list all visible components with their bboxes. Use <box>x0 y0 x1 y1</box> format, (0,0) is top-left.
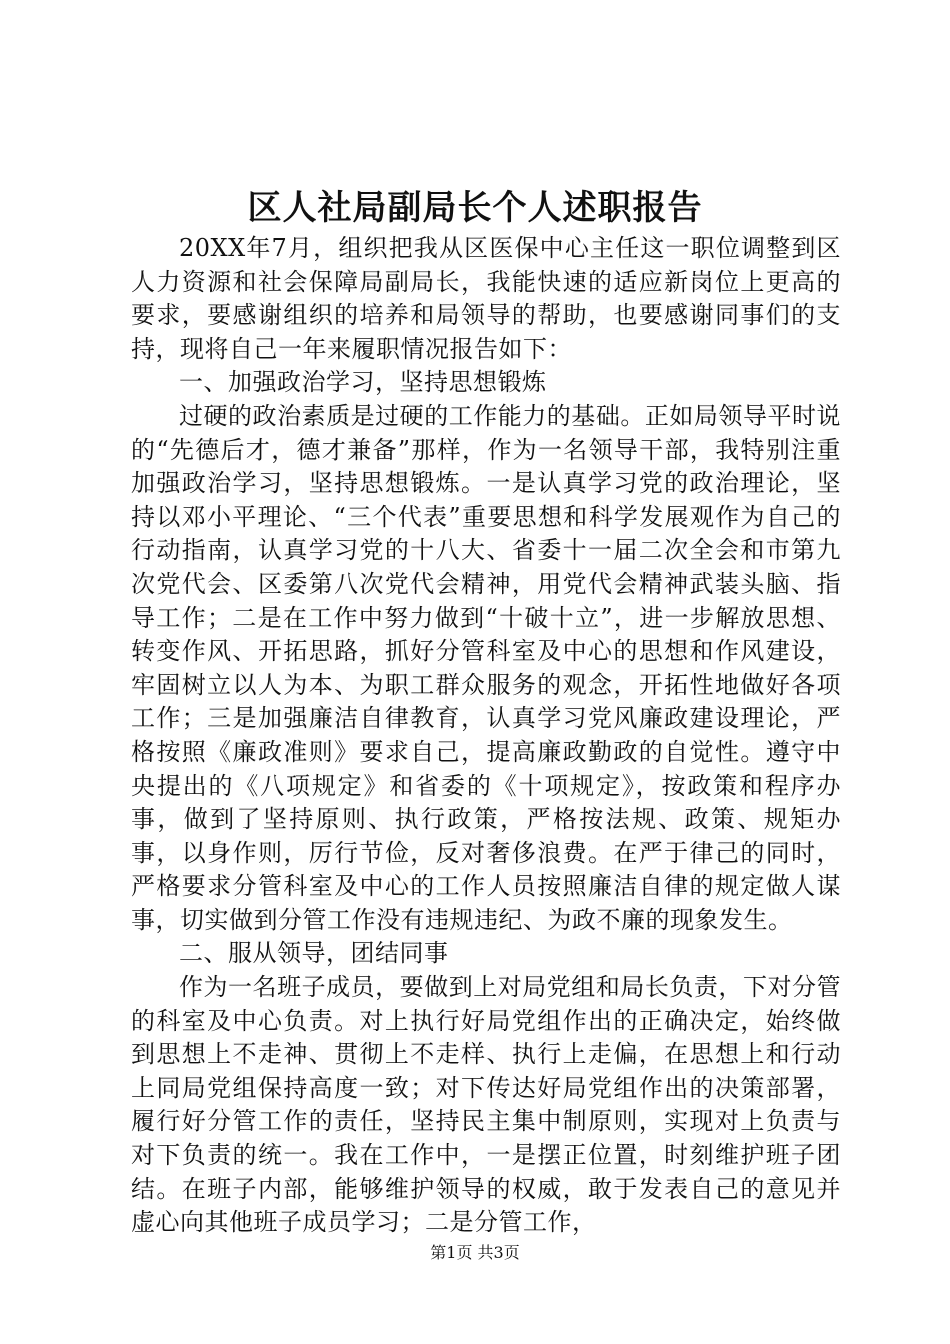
section-1-paragraph: 过硬的政治素质是过硬的工作能力的基础。正如局领导平时说的“先德后才，德才兼备”那样，作为一名领导干部，我特别注重加强政治学习，坚持思想锻炼。一是认真学习党的政治理论，坚持以邓小平理论、“三个代表”重要思想和科学发展观作为自己的行动指南，认真学习党的十八大、省委十一届二次全会和市第九次党代会、区委第八次党代会精神，用党代会精神武装头脑、指导工作；二是在工作中努力做到“十破十立”，进一步解放思想、转变作风、开拓思路，抓好分管科室及中心的思想和作风建设，牢固树立以人为本、为职工群众服务的观念，开拓性地做好各项工作；三是加强廉洁自律教育，认真学习党风廉政建设理论，严格按照《廉政准则》要求自己，提高廉政勤政的自觉性。遵守中央提出的《八项规定》和省委的《十项规定》，按政策和程序办事，做到了坚持原则、执行政策，严格按法规、政策、规矩办事，以身作则，厉行节俭，反对奢侈浪费。在严于律己的同时，严格要求分管科室及中心的工作人员按照廉洁自律的规定做人谋事，切实做到分管工作没有违规违纪、为政不廉的现象发生。 <box>131 401 841 934</box>
page-number-footer: 第1页 共3页 <box>430 1243 520 1262</box>
intro-paragraph: 20XX年7月，组织把我从区医保中心主任这一职位调整到区人力资源和社会保障局副局长，我能快速的适应新岗位上更高的要求，要感谢组织的培养和局领导的帮助，也要感谢同事们的支持，现将自己一年来履职情况报告如下： <box>131 234 841 363</box>
section-heading-2: 二、服从领导，团结同事 <box>179 939 449 968</box>
document-title: 区人社局副局长个人述职报告 <box>247 188 703 228</box>
section-heading-1: 一、加强政治学习，坚持思想锻炼 <box>179 368 547 397</box>
section-2-paragraph: 作为一名班子成员，要做到上对局党组和局长负责，下对分管的科室及中心负责。对上执行好局党组作出的正确决定，始终做到思想上不走神、贯彻上不走样、执行上走偏，在思想上和行动上同局党组保持高度一致；对下传达好局党组作出的决策部署，履行好分管工作的责任，坚持民主集中制原则，实现对上负责与对下负责的统一。我在工作中，一是摆正位置，时刻维护班子团结。在班子内部，能够维护领导的权威，敢于发表自己的意见并虚心向其他班子成员学习；二是分管工作， <box>131 973 841 1237</box>
document-body <box>131 232 841 1240</box>
